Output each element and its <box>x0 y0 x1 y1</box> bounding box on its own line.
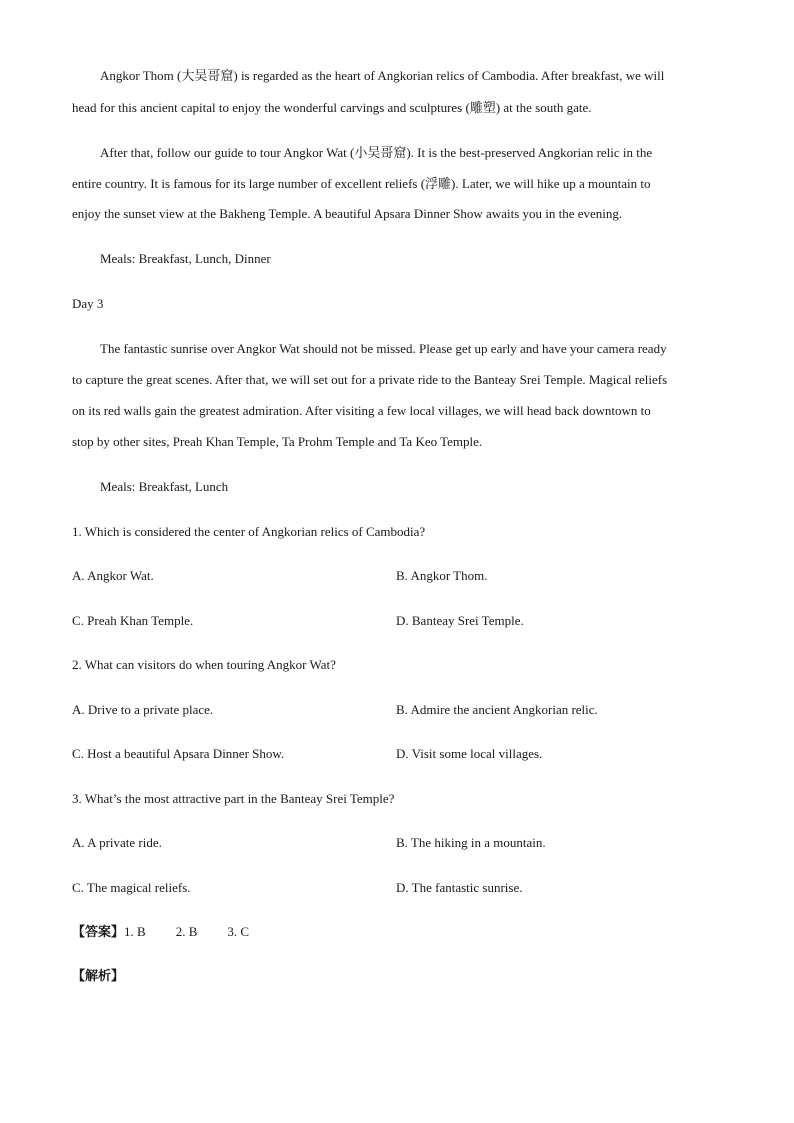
passage-line: entire country. It is famous for its large number of excellent reliefs (浮雕). Later, we will hike up a mountain to <box>72 176 651 191</box>
analysis-tag: 【解析】 <box>72 969 125 984</box>
option-a: A. A private ride. <box>72 835 162 850</box>
option-a: A. Drive to a private place. <box>72 702 214 717</box>
question-stem: 3. What’s the most attractive part in the Banteay Srei Temple? <box>72 791 395 806</box>
option-a: A. Angkor Wat. <box>72 568 154 583</box>
passage-line: head for this ancient capital to enjoy the wonderful carvings and sculptures (雕塑) at the south gate. <box>72 100 592 115</box>
question-stem: 2. What can visitors do when touring Angkor Wat? <box>72 657 336 672</box>
passage-line: The fantastic sunrise over Angkor Wat should not be missed. Please get up early and have your camera ready <box>100 341 667 356</box>
answer-line <box>72 924 249 941</box>
analysis-line <box>72 968 124 985</box>
question-stem: 1. Which is considered the center of Angkorian relics of Cambodia? <box>72 524 426 539</box>
option-d: D. Banteay Srei Temple. <box>396 613 524 628</box>
option-c: C. The magical reliefs. <box>72 880 191 895</box>
option-b: B. Admire the ancient Angkorian relic. <box>396 702 598 717</box>
option-b: B. The hiking in a mountain. <box>396 835 546 850</box>
day-heading: Day 3 <box>72 296 104 311</box>
passage-line: on its red walls gain the greatest admiration. After visiting a few local villages, we will head back downtown to <box>72 403 651 418</box>
passage-line: enjoy the sunset view at the Bakheng Temple. A beautiful Apsara Dinner Show awaits you in the evening. <box>72 206 623 221</box>
passage-line: to capture the great scenes. After that, we will set out for a private ride to the Banteay Srei Temple. Magical reliefs <box>72 372 668 387</box>
answer-3: 3. C <box>227 924 250 939</box>
option-c: C. Host a beautiful Apsara Dinner Show. <box>72 746 285 761</box>
option-d: D. The fantastic sunrise. <box>396 880 523 895</box>
meals-line: Meals: Breakfast, Lunch, Dinner <box>100 251 271 266</box>
option-b: B. Angkor Thom. <box>396 568 488 583</box>
answer-1: 1. B <box>124 924 146 939</box>
option-c: C. Preah Khan Temple. <box>72 613 194 628</box>
answer-2: 2. B <box>175 924 198 939</box>
option-d: D. Visit some local villages. <box>396 746 543 761</box>
answer-tag: 【答案】 <box>72 925 125 940</box>
meals-line: Meals: Breakfast, Lunch <box>100 479 229 494</box>
passage-line: Angkor Thom (大吴哥窟) is regarded as the heart of Angkorian relics of Cambodia. After breakfast, we will <box>100 68 665 83</box>
passage-line: After that, follow our guide to tour Angkor Wat (小吴哥窟). It is the best-preserved Angkorian relic in the <box>100 145 653 160</box>
passage-line: stop by other sites, Preah Khan Temple, Ta Prohm Temple and Ta Keo Temple. <box>72 434 483 449</box>
